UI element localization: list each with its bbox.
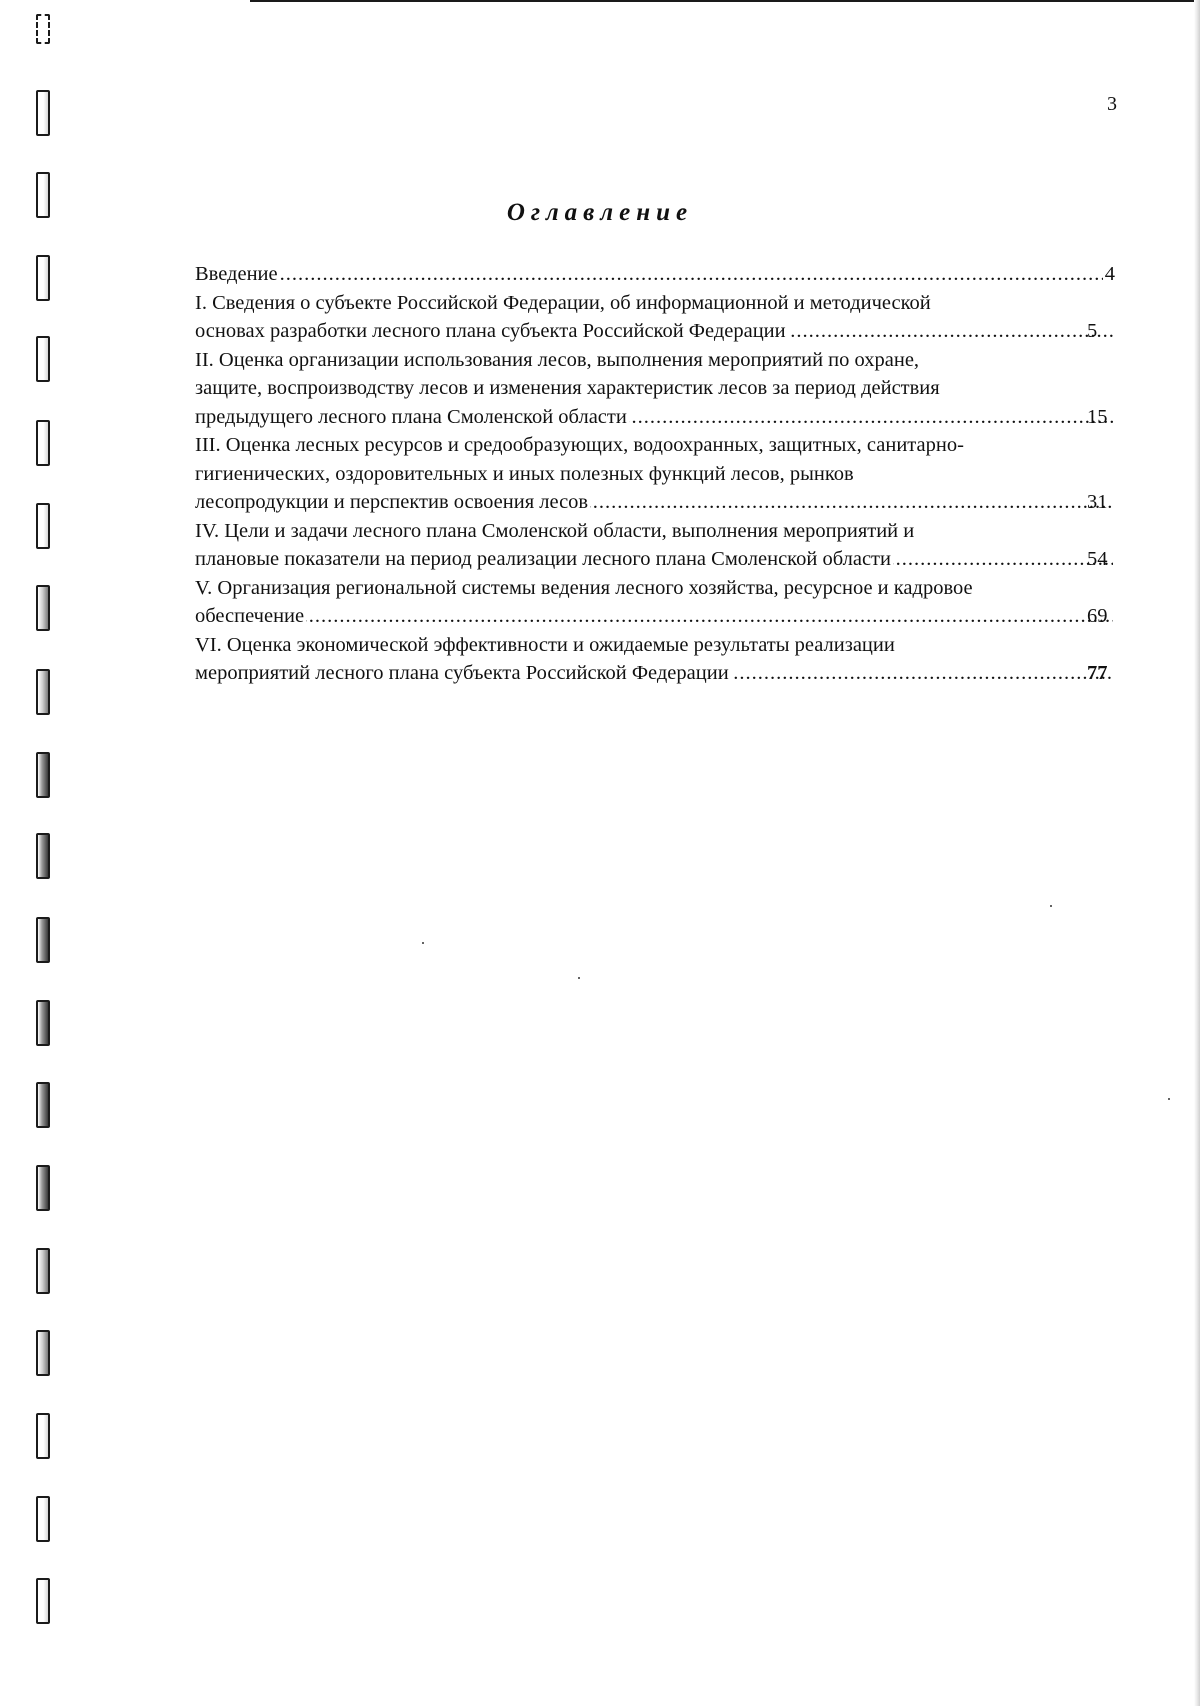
binder-hole-mark	[36, 1248, 50, 1294]
toc-entry-line: гигиенических, оздоровительных и иных полезных функций лесов, рынков	[195, 462, 854, 485]
binder-hole-mark	[36, 1413, 50, 1459]
binder-hole-mark	[36, 336, 50, 382]
toc-entry-text: плановые показатели на период реализации лесного плана Смоленской области	[195, 548, 891, 570]
scan-speck	[1050, 905, 1052, 907]
toc-entry-last-line: обеспечение ..... 69	[223, 602, 1115, 631]
toc-entry[interactable]	[195, 631, 1115, 688]
binder-hole-mark	[36, 255, 50, 301]
binder-hole-mark	[36, 1330, 50, 1376]
toc-entry-last-line: плановые показатели на период реализации лесного плана Смоленской области ..... 54	[223, 545, 1115, 574]
toc-entry-text: основах разработки лесного плана субъекта Российской Федерации	[195, 320, 786, 342]
toc-entry-text: мероприятий лесного плана субъекта Российской Федерации	[195, 662, 729, 684]
toc-entry[interactable]	[195, 574, 1115, 631]
toc-entry-last-line: лесопродукции и перспектив освоения лесов ..... 31	[223, 488, 1115, 517]
binder-hole-mark	[36, 1082, 50, 1128]
toc-entry[interactable]	[195, 289, 1115, 346]
toc-dot-leader	[306, 602, 1113, 631]
toc-dot-leader	[788, 317, 1113, 346]
toc-entry-last-line	[195, 260, 1115, 289]
toc-entry[interactable]	[195, 431, 1115, 517]
binder-hole-mark	[36, 90, 50, 136]
binder-hole-mark	[36, 917, 50, 963]
scan-speck	[1168, 1098, 1170, 1100]
toc-entry[interactable]	[195, 517, 1115, 574]
binder-hole-mark	[36, 1165, 50, 1211]
binder-hole-mark	[36, 833, 50, 879]
binder-hole-mark	[36, 1496, 50, 1542]
toc-entry-line: III. Оценка лесных ресурсов и средообразующих, водоохранных, защитных, санитарно-	[195, 434, 964, 456]
toc-entry-line: VI. Оценка экономической эффективности и ожидаемые результаты реализации	[195, 633, 895, 656]
toc-entry-line: IV. Цели и задачи лесного плана Смоленской области, выполнения мероприятий и	[195, 519, 915, 542]
scan-speck	[422, 942, 424, 944]
toc-entry-text: обеспечение	[195, 605, 305, 627]
toc-entry-text: предыдущего лесного плана Смоленской области	[195, 405, 627, 428]
binder-hole-mark	[36, 1000, 50, 1046]
toc-entry-line: V. Организация региональной системы ведения лесного хозяйства, ресурсное и кадровое	[195, 576, 973, 599]
toc-entry-line: защите, воспроизводству лесов и изменения характеристик лесов за период действия	[195, 377, 940, 399]
page-title: Оглавление	[506, 199, 694, 226]
toc-entry[interactable]	[195, 260, 1115, 289]
scan-top-edge	[250, 0, 1200, 2]
binder-hole-mark	[36, 14, 50, 44]
binder-hole-mark	[36, 585, 50, 631]
toc-dot-leader	[590, 488, 1113, 517]
toc-entry[interactable]	[195, 346, 1115, 432]
toc-entry-text: Введение	[195, 263, 278, 285]
toc-entry-last-line: основах разработки лесного плана субъекта Российской Федерации ..... 5	[223, 317, 1115, 346]
toc-dot-leader	[629, 403, 1113, 432]
binder-hole-mark	[36, 1578, 50, 1624]
toc-entry-line: I. Сведения о субъекте Российской Федерации, об информационной и методической	[195, 291, 931, 314]
binder-hole-mark	[36, 752, 50, 798]
scan-speck	[578, 977, 580, 979]
toc-entry-last-line: мероприятий лесного плана субъекта Российской Федерации ..... 77	[223, 659, 1115, 688]
table-of-contents	[195, 260, 1115, 688]
binder-hole-mark	[36, 420, 50, 466]
binder-hole-mark	[36, 503, 50, 549]
scan-right-edge	[1194, 0, 1200, 1706]
toc-dot-leader	[280, 260, 1103, 289]
binder-hole-mark	[36, 669, 50, 715]
toc-entry-last-line: предыдущего лесного плана Смоленской области ..... 15	[223, 403, 1115, 432]
toc-page-number: 4	[1104, 263, 1115, 285]
page-number: 3	[1107, 93, 1117, 115]
toc-entry-text: лесопродукции и перспектив освоения лесов	[195, 491, 589, 513]
toc-dot-leader	[731, 659, 1113, 688]
toc-dot-leader	[893, 545, 1113, 574]
toc-entry-line: II. Оценка организации использования лесов, выполнения мероприятий по охране,	[195, 348, 920, 371]
